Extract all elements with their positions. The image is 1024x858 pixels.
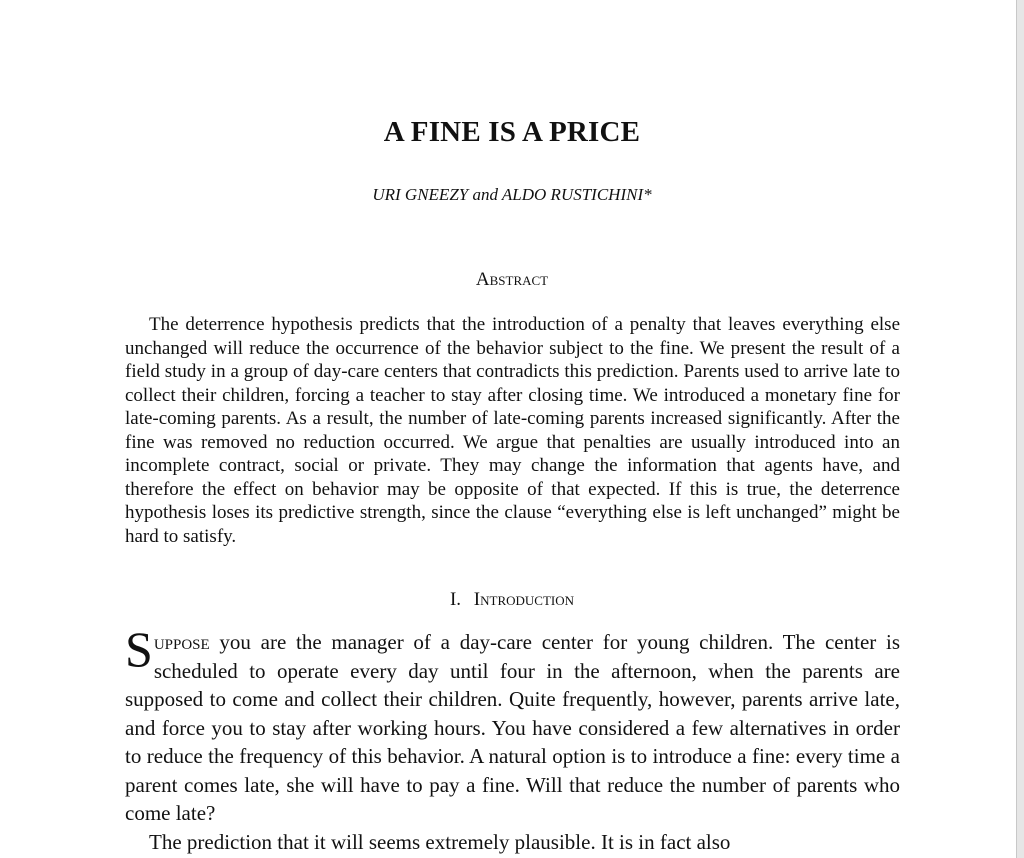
intro-body: you are the manager of a day-care center for young children. The center is scheduled to operate every day until four in the afternoon, when the parents are supposed to come and collect their children. Quite frequently, however, parents arrive late, and force you to stay after working hours. You have considered a few alternatives in order to reduce the frequency of this behavior. A natural option is to introduce a fine: every time a parent comes late, she will have to pay a fine. Will that reduce the number of parents who come late?: [125, 630, 900, 825]
section-heading: [0, 589, 1024, 611]
abstract-paragraph: The deterrence hypothesis predicts that the introduction of a penalty that leaves everything else unchanged will reduce the occurrence of the behavior subject to the fine. We present the result of a field study in a group of day-care centers that contradicts this prediction. Parents used to arrive late to collect their children, forcing a teacher to stay after closing time. We introduced a monetary fine for late-coming parents. As a result, the number of late-coming parents increased significantly. After the fine was removed no reduction occurred. We argue that penalties are usually introduced into an incomplete contract, social or private. They may change the information that agents have, and therefore the effect on behavior may be opposite of that expected. If this is true, the deterrence hypothesis loses its predictive strength, since the clause “everything else is left unchanged” might be hard to satisfy.: [125, 314, 900, 547]
drop-cap: S: [125, 621, 153, 677]
paper-title: A FINE IS A PRICE: [383, 116, 641, 148]
section-number: I.: [449, 589, 462, 610]
intro-lead-word: uppose: [153, 630, 210, 654]
intro-next-paragraph: The prediction that it will seems extremely plausible. It is in fact also: [149, 830, 731, 854]
abstract-heading: Abstract: [475, 269, 549, 290]
intro-paragraph: [125, 621, 900, 828]
vertical-scrollbar[interactable]: [1016, 0, 1024, 858]
paper-authors: URI GNEEZY and ALDO RUSTICHINI*: [372, 185, 652, 204]
section-title: Introduction: [473, 589, 575, 610]
